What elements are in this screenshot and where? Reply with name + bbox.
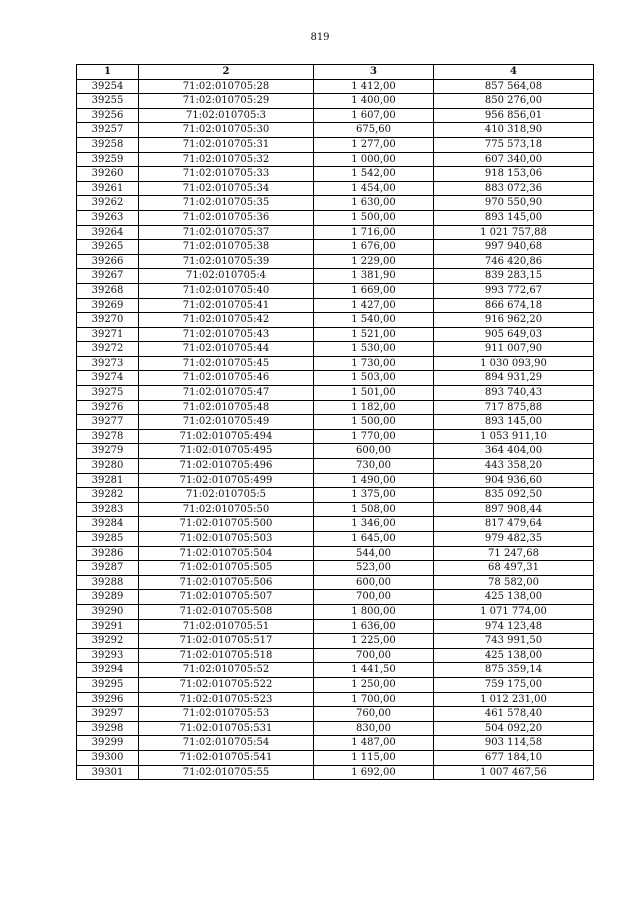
row-number-cell: 39275 <box>77 386 139 401</box>
cadastral-value-cell: 78 582,00 <box>434 575 594 590</box>
table-row <box>77 94 594 109</box>
table-row <box>77 356 594 371</box>
table-row <box>77 123 594 138</box>
cadastral-value-cell: 504 092,20 <box>434 721 594 736</box>
area-cell: 700,00 <box>314 648 434 663</box>
row-number-cell: 39279 <box>77 444 139 459</box>
cadastral-number-cell: 71:02:010705:38 <box>139 240 314 255</box>
area-cell: 1 487,00 <box>314 736 434 751</box>
area-cell: 1 676,00 <box>314 240 434 255</box>
cadastral-number-cell: 71:02:010705:40 <box>139 283 314 298</box>
row-number-cell: 39294 <box>77 663 139 678</box>
row-number-cell: 39262 <box>77 196 139 211</box>
row-number-cell: 39259 <box>77 152 139 167</box>
cadastral-value-cell: 916 962,20 <box>434 313 594 328</box>
cadastral-value-cell: 1 012 231,00 <box>434 692 594 707</box>
table-row <box>77 254 594 269</box>
row-number-cell: 39286 <box>77 546 139 561</box>
cadastral-value-cell: 1 021 757,88 <box>434 225 594 240</box>
area-cell: 1 503,00 <box>314 371 434 386</box>
cadastral-value-cell: 974 123,48 <box>434 619 594 634</box>
row-number-cell: 39257 <box>77 123 139 138</box>
cadastral-number-cell: 71:02:010705:494 <box>139 429 314 444</box>
table-row <box>77 619 594 634</box>
area-cell: 1 346,00 <box>314 517 434 532</box>
area-cell: 1 800,00 <box>314 604 434 619</box>
cadastral-value-cell: 364 404,00 <box>434 444 594 459</box>
cadastral-number-cell: 71:02:010705:46 <box>139 371 314 386</box>
cadastral-value-cell: 897 908,44 <box>434 502 594 517</box>
table-row <box>77 736 594 751</box>
cadastral-value-cell: 850 276,00 <box>434 94 594 109</box>
table-row <box>77 721 594 736</box>
row-number-cell: 39266 <box>77 254 139 269</box>
cadastral-value-cell: 893 740,43 <box>434 386 594 401</box>
table-row <box>77 137 594 152</box>
area-cell: 1 700,00 <box>314 692 434 707</box>
cadastral-value-cell: 68 497,31 <box>434 561 594 576</box>
table-row <box>77 429 594 444</box>
area-cell: 1 115,00 <box>314 750 434 765</box>
table-row <box>77 240 594 255</box>
cadastral-value-cell: 425 138,00 <box>434 590 594 605</box>
area-cell: 544,00 <box>314 546 434 561</box>
table-row <box>77 371 594 386</box>
cadastral-value-cell: 918 153,06 <box>434 167 594 182</box>
cadastral-number-cell: 71:02:010705:48 <box>139 400 314 415</box>
row-number-cell: 39289 <box>77 590 139 605</box>
table-row <box>77 225 594 240</box>
area-cell: 1 412,00 <box>314 79 434 94</box>
cadastral-value-cell: 425 138,00 <box>434 648 594 663</box>
cadastral-value-cell: 410 318,90 <box>434 123 594 138</box>
cadastral-value-cell: 835 092,50 <box>434 488 594 503</box>
cadastral-number-cell: 71:02:010705:500 <box>139 517 314 532</box>
cadastral-number-cell: 71:02:010705:4 <box>139 269 314 284</box>
row-number-cell: 39277 <box>77 415 139 430</box>
area-cell: 1 645,00 <box>314 532 434 547</box>
table-row <box>77 488 594 503</box>
area-cell: 1 490,00 <box>314 473 434 488</box>
cadastral-value-cell: 746 420,86 <box>434 254 594 269</box>
table-row <box>77 400 594 415</box>
row-number-cell: 39255 <box>77 94 139 109</box>
cadastral-number-cell: 71:02:010705:495 <box>139 444 314 459</box>
cadastral-value-cell: 461 578,40 <box>434 707 594 722</box>
cadastral-value-cell: 905 649,03 <box>434 327 594 342</box>
area-cell: 1 630,00 <box>314 196 434 211</box>
area-cell: 1 508,00 <box>314 502 434 517</box>
area-cell: 1 277,00 <box>314 137 434 152</box>
cadastral-value-cell: 71 247,68 <box>434 546 594 561</box>
cadastral-number-cell: 71:02:010705:43 <box>139 327 314 342</box>
table-row <box>77 181 594 196</box>
cadastral-number-cell: 71:02:010705:36 <box>139 210 314 225</box>
area-cell: 1 540,00 <box>314 313 434 328</box>
row-number-cell: 39256 <box>77 108 139 123</box>
cadastral-value-cell: 970 550,90 <box>434 196 594 211</box>
table-row <box>77 79 594 94</box>
area-cell: 1 229,00 <box>314 254 434 269</box>
cadastral-number-cell: 71:02:010705:32 <box>139 152 314 167</box>
table-row <box>77 575 594 590</box>
page-number: 819 <box>310 32 330 43</box>
cadastral-number-cell: 71:02:010705:42 <box>139 313 314 328</box>
cadastral-number-cell: 71:02:010705:31 <box>139 137 314 152</box>
table-row <box>77 532 594 547</box>
cadastral-number-cell: 71:02:010705:55 <box>139 765 314 780</box>
cadastral-value-cell: 893 145,00 <box>434 210 594 225</box>
table-row <box>77 313 594 328</box>
cadastral-value-cell: 743 991,50 <box>434 634 594 649</box>
cadastral-value-cell: 997 940,68 <box>434 240 594 255</box>
row-number-cell: 39295 <box>77 677 139 692</box>
area-cell: 730,00 <box>314 459 434 474</box>
cadastral-number-cell: 71:02:010705:503 <box>139 532 314 547</box>
cadastral-number-cell: 71:02:010705:30 <box>139 123 314 138</box>
table-row <box>77 386 594 401</box>
table-row <box>77 677 594 692</box>
area-cell: 1 381,90 <box>314 269 434 284</box>
cadastral-value-cell: 443 358,20 <box>434 459 594 474</box>
row-number-cell: 39292 <box>77 634 139 649</box>
cadastral-number-cell: 71:02:010705:47 <box>139 386 314 401</box>
area-cell: 1 501,00 <box>314 386 434 401</box>
cadastral-number-cell: 71:02:010705:33 <box>139 167 314 182</box>
row-number-cell: 39285 <box>77 532 139 547</box>
cadastral-number-cell: 71:02:010705:506 <box>139 575 314 590</box>
area-cell: 1 636,00 <box>314 619 434 634</box>
row-number-cell: 39278 <box>77 429 139 444</box>
area-cell: 830,00 <box>314 721 434 736</box>
table-row <box>77 459 594 474</box>
area-cell: 675,60 <box>314 123 434 138</box>
area-cell: 1 770,00 <box>314 429 434 444</box>
cadastral-value-cell: 993 772,67 <box>434 283 594 298</box>
row-number-cell: 39284 <box>77 517 139 532</box>
table-row <box>77 663 594 678</box>
cadastral-number-cell: 71:02:010705:496 <box>139 459 314 474</box>
table-row <box>77 604 594 619</box>
row-number-cell: 39273 <box>77 356 139 371</box>
row-number-cell: 39274 <box>77 371 139 386</box>
table-row <box>77 196 594 211</box>
table-row <box>77 415 594 430</box>
area-cell: 1 530,00 <box>314 342 434 357</box>
row-number-cell: 39301 <box>77 765 139 780</box>
row-number-cell: 39280 <box>77 459 139 474</box>
table-row <box>77 561 594 576</box>
area-cell: 1 521,00 <box>314 327 434 342</box>
row-number-cell: 39298 <box>77 721 139 736</box>
area-cell: 1 500,00 <box>314 210 434 225</box>
cadastral-number-cell: 71:02:010705:37 <box>139 225 314 240</box>
table-row <box>77 342 594 357</box>
row-number-cell: 39276 <box>77 400 139 415</box>
area-cell: 760,00 <box>314 707 434 722</box>
area-cell: 1 716,00 <box>314 225 434 240</box>
area-cell: 600,00 <box>314 575 434 590</box>
area-cell: 700,00 <box>314 590 434 605</box>
table-row <box>77 707 594 722</box>
row-number-cell: 39258 <box>77 137 139 152</box>
table-row <box>77 269 594 284</box>
row-number-cell: 39287 <box>77 561 139 576</box>
table-row <box>77 298 594 313</box>
table-row <box>77 210 594 225</box>
table-row <box>77 502 594 517</box>
cadastral-value-cell: 979 482,35 <box>434 532 594 547</box>
cadastral-value-cell: 904 936,60 <box>434 473 594 488</box>
row-number-cell: 39269 <box>77 298 139 313</box>
table-row <box>77 327 594 342</box>
table-row <box>77 444 594 459</box>
cadastral-value-cell: 866 674,18 <box>434 298 594 313</box>
cadastral-value-cell: 956 856,01 <box>434 108 594 123</box>
table-row <box>77 473 594 488</box>
table-row <box>77 167 594 182</box>
cadastral-value-cell: 607 340,00 <box>434 152 594 167</box>
cadastral-value-cell: 893 145,00 <box>434 415 594 430</box>
cadastral-value-cell: 894 931,29 <box>434 371 594 386</box>
row-number-cell: 39261 <box>77 181 139 196</box>
area-cell: 1 669,00 <box>314 283 434 298</box>
cadastral-number-cell: 71:02:010705:505 <box>139 561 314 576</box>
area-cell: 523,00 <box>314 561 434 576</box>
area-cell: 1 692,00 <box>314 765 434 780</box>
table-row <box>77 765 594 780</box>
area-cell: 1 182,00 <box>314 400 434 415</box>
cadastral-value-cell: 1 007 467,56 <box>434 765 594 780</box>
area-cell: 1 542,00 <box>314 167 434 182</box>
row-number-cell: 39267 <box>77 269 139 284</box>
cadastral-value-cell: 911 007,90 <box>434 342 594 357</box>
table-row <box>77 517 594 532</box>
cadastral-number-cell: 71:02:010705:523 <box>139 692 314 707</box>
cadastral-value-cell: 717 875,88 <box>434 400 594 415</box>
row-number-cell: 39299 <box>77 736 139 751</box>
area-cell: 1 441,50 <box>314 663 434 678</box>
row-number-cell: 39270 <box>77 313 139 328</box>
cadastral-number-cell: 71:02:010705:49 <box>139 415 314 430</box>
area-cell: 1 400,00 <box>314 94 434 109</box>
cadastral-value-cell: 903 114,58 <box>434 736 594 751</box>
table-row <box>77 108 594 123</box>
row-number-cell: 39268 <box>77 283 139 298</box>
table-row <box>77 152 594 167</box>
cadastral-number-cell: 71:02:010705:531 <box>139 721 314 736</box>
column-header-4: 4 <box>434 65 594 80</box>
cadastral-number-cell: 71:02:010705:28 <box>139 79 314 94</box>
table-row <box>77 590 594 605</box>
row-number-cell: 39283 <box>77 502 139 517</box>
row-number-cell: 39296 <box>77 692 139 707</box>
row-number-cell: 39293 <box>77 648 139 663</box>
cadastral-value-cell: 1 053 911,10 <box>434 429 594 444</box>
cadastral-number-cell: 71:02:010705:499 <box>139 473 314 488</box>
row-number-cell: 39260 <box>77 167 139 182</box>
area-cell: 1 730,00 <box>314 356 434 371</box>
table-row <box>77 750 594 765</box>
row-number-cell: 39254 <box>77 79 139 94</box>
cadastral-value-cell: 883 072,36 <box>434 181 594 196</box>
area-cell: 1 250,00 <box>314 677 434 692</box>
area-cell: 600,00 <box>314 444 434 459</box>
row-number-cell: 39272 <box>77 342 139 357</box>
area-cell: 1 454,00 <box>314 181 434 196</box>
cadastral-number-cell: 71:02:010705:504 <box>139 546 314 561</box>
area-cell: 1 607,00 <box>314 108 434 123</box>
cadastral-value-cell: 759 175,00 <box>434 677 594 692</box>
cadastral-number-cell: 71:02:010705:517 <box>139 634 314 649</box>
cadastral-value-cell: 857 564,08 <box>434 79 594 94</box>
table-row <box>77 546 594 561</box>
cadastral-number-cell: 71:02:010705:35 <box>139 196 314 211</box>
area-cell: 1 225,00 <box>314 634 434 649</box>
row-number-cell: 39263 <box>77 210 139 225</box>
row-number-cell: 39271 <box>77 327 139 342</box>
cadastral-value-cell: 775 573,18 <box>434 137 594 152</box>
column-header-1: 1 <box>77 65 139 80</box>
table-row <box>77 648 594 663</box>
row-number-cell: 39297 <box>77 707 139 722</box>
cadastral-number-cell: 71:02:010705:50 <box>139 502 314 517</box>
cadastral-value-table <box>76 64 594 780</box>
cadastral-number-cell: 71:02:010705:3 <box>139 108 314 123</box>
cadastral-number-cell: 71:02:010705:29 <box>139 94 314 109</box>
cadastral-number-cell: 71:02:010705:34 <box>139 181 314 196</box>
cadastral-number-cell: 71:02:010705:53 <box>139 707 314 722</box>
row-number-cell: 39282 <box>77 488 139 503</box>
cadastral-value-cell: 677 184,10 <box>434 750 594 765</box>
table-row <box>77 283 594 298</box>
cadastral-number-cell: 71:02:010705:522 <box>139 677 314 692</box>
table-row <box>77 634 594 649</box>
cadastral-number-cell: 71:02:010705:45 <box>139 356 314 371</box>
row-number-cell: 39290 <box>77 604 139 619</box>
cadastral-number-cell: 71:02:010705:5 <box>139 488 314 503</box>
cadastral-value-cell: 875 359,14 <box>434 663 594 678</box>
row-number-cell: 39288 <box>77 575 139 590</box>
row-number-cell: 39265 <box>77 240 139 255</box>
cadastral-value-cell: 817 479,64 <box>434 517 594 532</box>
cadastral-number-cell: 71:02:010705:518 <box>139 648 314 663</box>
table-body <box>77 79 594 780</box>
cadastral-number-cell: 71:02:010705:52 <box>139 663 314 678</box>
row-number-cell: 39281 <box>77 473 139 488</box>
row-number-cell: 39291 <box>77 619 139 634</box>
cadastral-number-cell: 71:02:010705:51 <box>139 619 314 634</box>
row-number-cell: 39264 <box>77 225 139 240</box>
column-header-2: 2 <box>139 65 314 80</box>
column-header-3: 3 <box>314 65 434 80</box>
cadastral-number-cell: 71:02:010705:41 <box>139 298 314 313</box>
area-cell: 1 375,00 <box>314 488 434 503</box>
cadastral-number-cell: 71:02:010705:54 <box>139 736 314 751</box>
area-cell: 1 000,00 <box>314 152 434 167</box>
table-row <box>77 692 594 707</box>
area-cell: 1 427,00 <box>314 298 434 313</box>
cadastral-number-cell: 71:02:010705:44 <box>139 342 314 357</box>
cadastral-value-cell: 1 030 093,90 <box>434 356 594 371</box>
cadastral-value-cell: 839 283,15 <box>434 269 594 284</box>
row-number-cell: 39300 <box>77 750 139 765</box>
cadastral-number-cell: 71:02:010705:508 <box>139 604 314 619</box>
cadastral-value-cell: 1 071 774,00 <box>434 604 594 619</box>
area-cell: 1 500,00 <box>314 415 434 430</box>
table-header-row <box>77 65 594 80</box>
cadastral-number-cell: 71:02:010705:541 <box>139 750 314 765</box>
cadastral-number-cell: 71:02:010705:507 <box>139 590 314 605</box>
cadastral-number-cell: 71:02:010705:39 <box>139 254 314 269</box>
